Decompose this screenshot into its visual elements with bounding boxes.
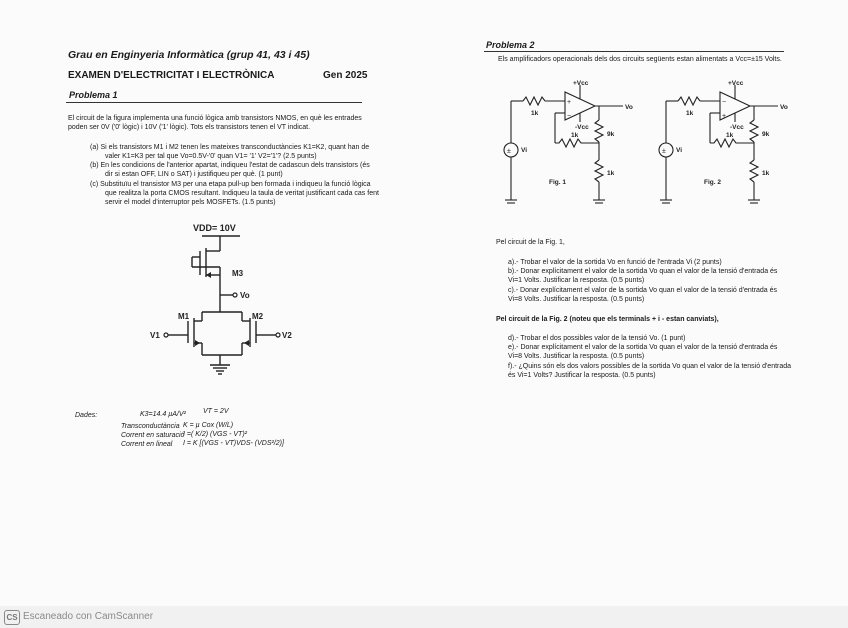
vdd-label: VDD= 10V	[193, 223, 236, 233]
question-c2-line-2: Vi=8 Volts. Justificar la resposta. (0.5 punts)	[508, 296, 645, 303]
svg-text:−: −	[567, 113, 572, 120]
exam-date: Gen 2025	[323, 70, 368, 81]
fig2-r9k-label: 9k	[762, 131, 770, 138]
fig1-vcc-pos: +Vcc	[573, 80, 589, 87]
svg-text:±: ±	[507, 148, 511, 155]
question-c-line-3: servir el model d'interruptor pels MOSFETs. (1.5 punts)	[105, 199, 276, 206]
m2-label: M2	[252, 312, 264, 321]
fig2-vo-label: Vo	[780, 104, 788, 111]
transconductance-label: Transconductància	[121, 423, 180, 430]
problem-2-intro: Els amplificadors operacionals dels dos circuits següents estan alimentats a Vcc=±15 Volts.	[498, 56, 782, 63]
v2-label: V2	[282, 331, 292, 340]
fig2-vcc-pos: +Vcc	[728, 80, 744, 87]
svg-text:+: +	[567, 99, 572, 106]
vt-value: VT = 2V	[203, 408, 229, 415]
question-b-line-1: (b) En les condicions de l'anterior apartat, indiqueu l'estat de cadascun dels transistors (és	[90, 162, 370, 169]
v1-label: V1	[150, 331, 160, 340]
linear-label: Corrent en lineal	[121, 441, 173, 448]
question-f2-line-2: és Vi=1 Volts? Justificar la resposta. (0.5 punts)	[508, 372, 656, 379]
fig1-r1k-label: 1k	[607, 170, 615, 177]
fig2-vi-label: Vi	[676, 147, 683, 154]
camscanner-logo-icon: CS	[4, 610, 20, 625]
fig2-r1k-label: 1k	[762, 170, 770, 177]
question-c-line-1: (c) Substituïu el transistor M3 per una etapa pull-up ben formada i indiqueu la funció lògica	[90, 181, 371, 188]
nmos-circuit-diagram	[140, 215, 310, 385]
exam-title: EXAMEN D'ELECTRICITAT I ELECTRÒNICA	[68, 70, 275, 81]
fig2-label: Fig. 2	[704, 179, 721, 186]
fig2-vcc-neg: -Vcc	[730, 124, 744, 131]
question-b-line-2: dir si estan OFF, LIN o SAT) i justifiqueu per què. (1 punt)	[105, 171, 283, 178]
opamp-figure-1	[495, 80, 635, 210]
fig1-rin-label: 1k	[531, 110, 539, 117]
question-c-line-2: que realitza la porta CMOS resultant. Indiqueu la taula de veritat justificant cada cas fent	[105, 190, 379, 197]
fig1-vcc-neg: -Vcc	[575, 124, 589, 131]
fig1-label: Fig. 1	[549, 179, 566, 186]
linear-formula: I = K [(VGS - VT)VDS- (VDS²/2)]	[183, 440, 284, 447]
dades-label: Dades:	[75, 412, 98, 419]
question-e2-line-1: e).- Donar explícitament el valor de la sortida Vo quan el valor de la tensió d'entrada és	[508, 344, 778, 351]
intro-line-1: El circuit de la figura implementa una funció lògica amb transistors NMOS, en què les entrades	[68, 115, 362, 122]
fig2-rin-label: 1k	[686, 110, 694, 117]
m1-label: M1	[178, 312, 190, 321]
problem-1-title: Problema 1	[69, 90, 118, 100]
svg-text:−: −	[722, 99, 727, 106]
question-d2: d).- Trobar el dos possibles valor de la tensió Vo. (1 punt)	[508, 335, 686, 342]
saturation-label: Corrent en saturació	[121, 432, 185, 439]
fig2-rf-label: 1k	[726, 132, 734, 139]
svg-text:±: ±	[662, 148, 666, 155]
problem-2-rule	[484, 51, 784, 52]
fig1-vo-label: Vo	[625, 104, 633, 111]
question-a-line-2: valer K1=K3 per tal que Vo=0.5V-'0' quan V1= '1' V2='1'? (2.5 punts)	[105, 153, 317, 160]
course-title: Grau en Enginyeria Informàtica (grup 41, 43 i 45)	[68, 49, 310, 61]
question-e2-line-2: Vi=8 Volts. Justificar la resposta. (0.5 punts)	[508, 353, 645, 360]
k3-value: K3=14.4 µA/V²	[140, 411, 186, 418]
m3-label: M3	[232, 269, 244, 278]
fig1-r9k-label: 9k	[607, 131, 615, 138]
fig1-vi-label: Vi	[521, 147, 528, 154]
question-a2: a).- Trobar el valor de la sortida Vo en funció de l'entrada Vi (2 punts)	[508, 259, 722, 266]
question-b2-line-1: b).- Donar explícitament el valor de la sortida Vo quan el valor de la tensió d'entrada és	[508, 268, 778, 275]
fig2-intro: Pel circuit de la Fig. 2 (noteu que els terminals + i - estan canviats),	[496, 316, 719, 323]
intro-line-2: poden ser 0V ('0' lògic) i 10V ('1' lògic). Tots els transistors tenen el VT indicat.	[68, 124, 311, 131]
question-f2-line-1: f).- ¿Quins són els dos valors possibles de la sortida Vo quan el valor de la tensió d'entrada	[508, 363, 792, 370]
scanner-watermark-text: Escaneado con CamScanner	[23, 611, 154, 622]
fig1-rf-label: 1k	[571, 132, 579, 139]
transconductance-formula: K = µ Cox (W/L)	[183, 422, 234, 429]
question-c2-line-1: c).- Donar explícitament el valor de la sortida Vo quan el valor de la tensió d'entrada és	[508, 287, 778, 294]
fig1-intro: Pel circuit de la Fig. 1,	[496, 239, 565, 246]
question-a-line-1: (a) Si els transistors M1 i M2 tenen les mateixes transconductàncies K1=K2, quant han de	[90, 144, 370, 151]
saturation-formula: I =( K/2) (VGS - VT)²	[183, 431, 247, 438]
problem-2-title: Problema 2	[486, 40, 535, 50]
problem-1-rule	[66, 102, 362, 103]
opamp-figure-2	[650, 80, 790, 210]
question-b2-line-2: Vi=1 Volts. Justificar la resposta. (0.5 punts)	[508, 277, 645, 284]
vo-label: Vo	[240, 291, 250, 300]
scanner-footer	[0, 606, 848, 628]
svg-text:+: +	[722, 113, 727, 120]
